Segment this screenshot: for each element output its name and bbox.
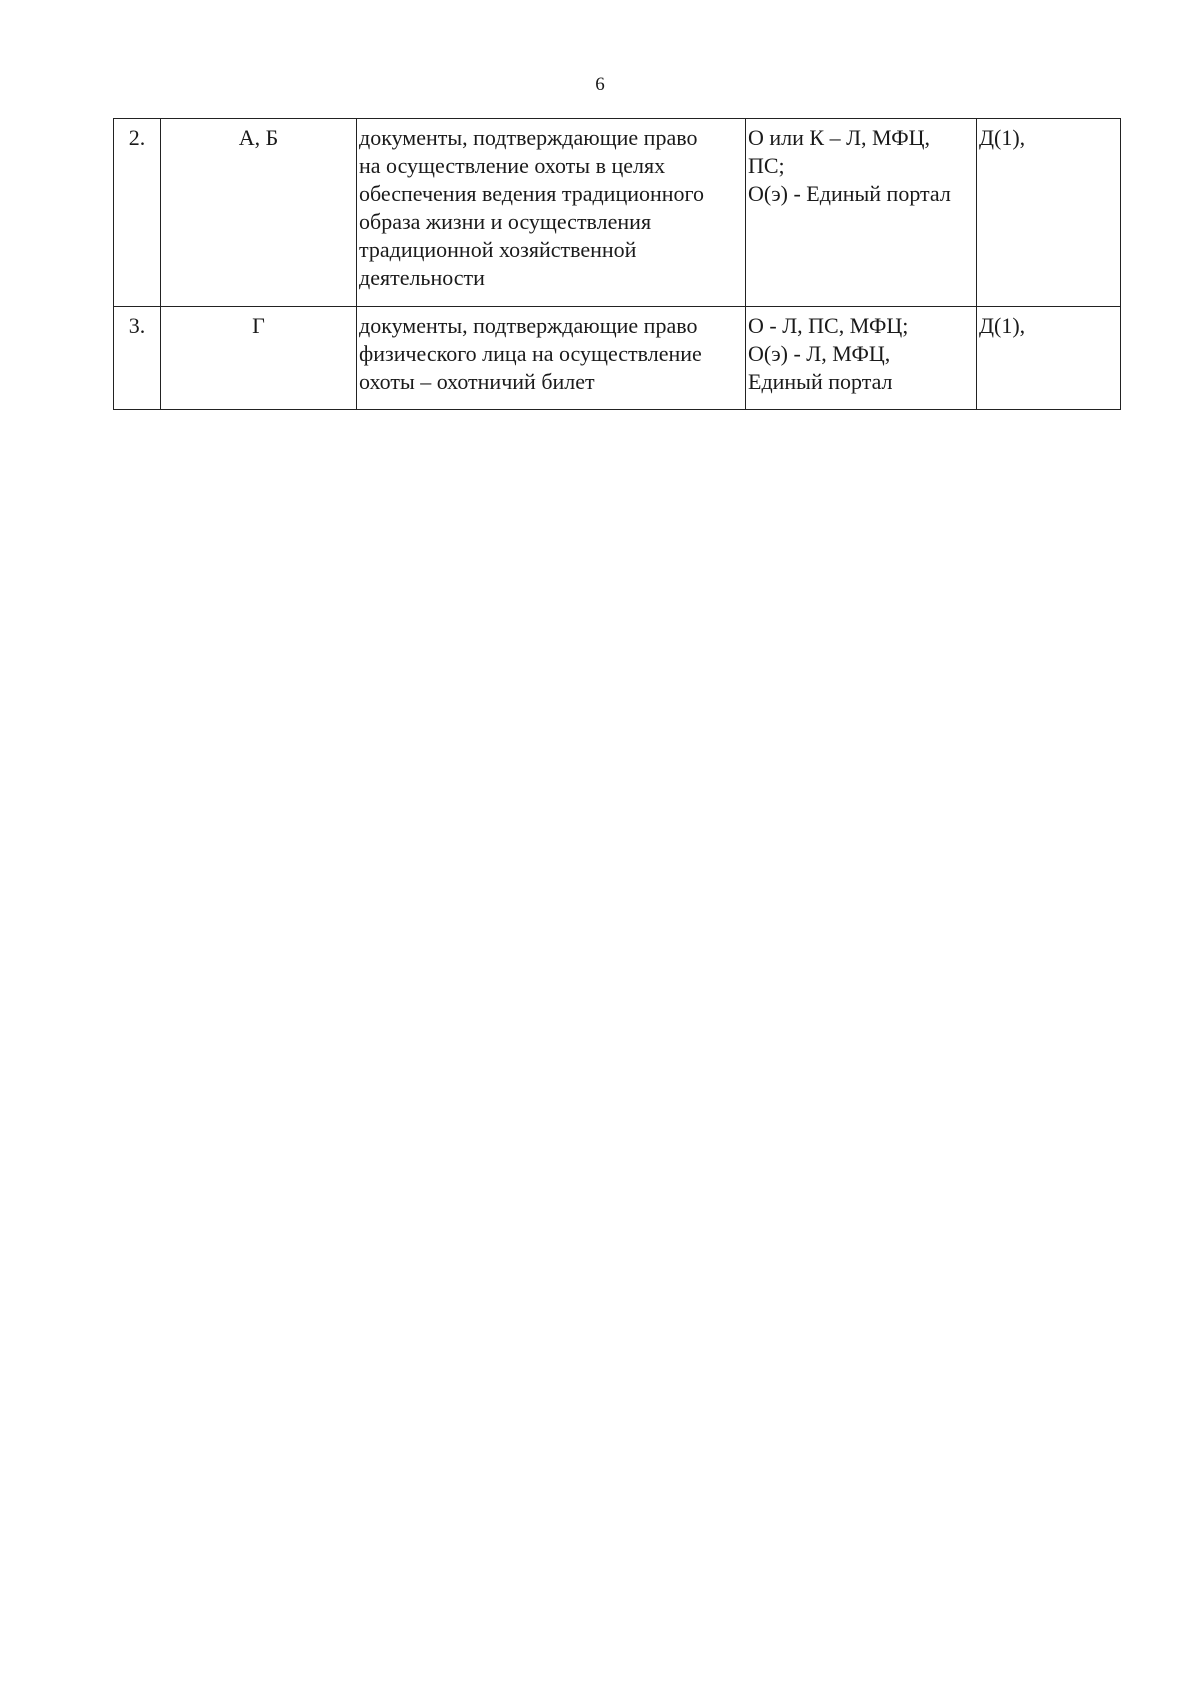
description-line: на осуществление охоты в целях bbox=[359, 153, 666, 178]
row-description-cell bbox=[357, 307, 746, 410]
row-group-cell: А, Б bbox=[161, 119, 357, 307]
description-line: физического лица на осуществление bbox=[359, 341, 702, 366]
page-number: 6 bbox=[595, 74, 605, 95]
row-group-cell: Г bbox=[161, 307, 357, 410]
method-line: О(э) - Единый портал bbox=[748, 181, 951, 206]
description-line: документы, подтверждающие право bbox=[359, 313, 698, 338]
method-line: О или К – Л, МФЦ, bbox=[748, 125, 931, 150]
description-line: охоты – охотничий билет bbox=[359, 369, 595, 394]
documents-table bbox=[113, 118, 1121, 410]
method-line: ПС; bbox=[748, 153, 785, 178]
row-number-cell: 3. bbox=[114, 307, 161, 410]
table-row bbox=[114, 119, 1121, 307]
method-line: О - Л, ПС, МФЦ; bbox=[748, 313, 909, 338]
description-line: документы, подтверждающие право bbox=[359, 125, 698, 150]
description-line: обеспечения ведения традиционного bbox=[359, 181, 705, 206]
table-row bbox=[114, 307, 1121, 410]
row-method-cell bbox=[746, 307, 977, 410]
method-line: О(э) - Л, МФЦ, bbox=[748, 341, 891, 366]
description-line: образа жизни и осуществления bbox=[359, 209, 652, 234]
description-line: традиционной хозяйственной bbox=[359, 237, 637, 262]
row-code-cell: Д(1), bbox=[977, 307, 1121, 410]
row-number-cell: 2. bbox=[114, 119, 161, 307]
row-description-cell bbox=[357, 119, 746, 307]
row-method-cell bbox=[746, 119, 977, 307]
description-line: деятельности bbox=[359, 265, 485, 290]
method-line: Единый портал bbox=[748, 369, 893, 394]
row-code-cell: Д(1), bbox=[977, 119, 1121, 307]
